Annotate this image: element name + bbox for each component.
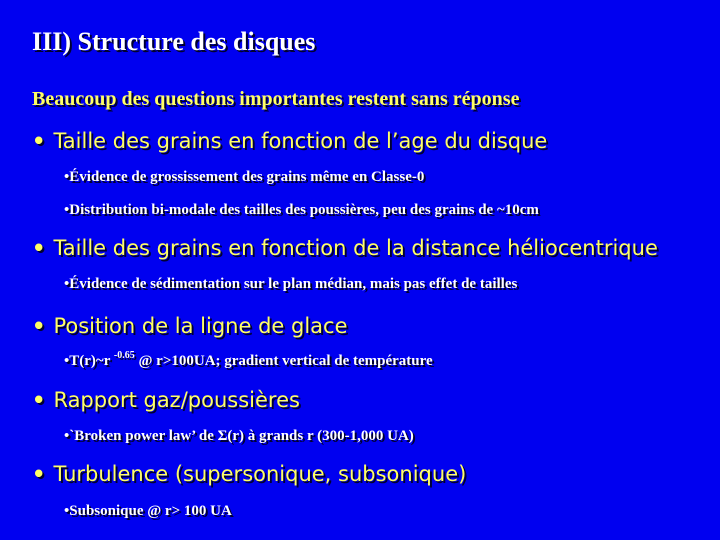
sub-bullet-marker: • <box>64 169 70 185</box>
bullet-heading-text: Position de la ligne de glace <box>53 314 348 338</box>
bullet-marker: • <box>32 388 46 412</box>
bullet-marker: • <box>32 314 46 338</box>
sub-bullet-sedimentation <box>64 276 517 293</box>
sub-bullet-text: `Broken power law’ de Σ(r) à grands r (300-1,000 UA) <box>69 428 414 444</box>
sub-bullet-bimodal-distribution <box>64 202 539 219</box>
temperature-exponent: -0.65 <box>113 350 135 361</box>
bullet-heading-gas-dust-ratio <box>32 388 300 412</box>
temperature-suffix: @ r>100UA; gradient vertical de température <box>134 353 433 369</box>
sub-bullet-text: Évidence de sédimentation sur le plan médian, mais pas effet de tailles <box>69 276 518 292</box>
sub-bullet-text: Distribution bi-modale des tailles des poussières, peu des grains de ~10cm <box>69 202 539 218</box>
bullet-heading-text: Taille des grains en fonction de la distance héliocentrique <box>53 236 658 260</box>
sub-bullet-broken-power-law <box>64 428 414 445</box>
bullet-heading-text: Rapport gaz/poussières <box>53 388 300 412</box>
bullet-heading-snow-line <box>32 314 348 338</box>
sub-bullet-subsonic <box>64 503 232 520</box>
bullet-heading-grain-size-age <box>32 129 547 153</box>
sub-bullet-marker: • <box>64 353 70 369</box>
sub-bullet-marker: • <box>64 276 70 292</box>
bullet-marker: • <box>32 129 46 153</box>
bullet-heading-grain-size-distance <box>32 236 658 260</box>
bullet-heading-text: Turbulence (supersonique, subsonique) <box>53 462 467 486</box>
bullet-heading-turbulence <box>32 462 466 486</box>
slide-subtitle: Beaucoup des questions importantes restent sans réponse <box>32 88 520 110</box>
sub-bullet-marker: • <box>64 202 70 218</box>
sub-bullet-text: Subsonique @ r> 100 UA <box>69 503 232 519</box>
slide-title: III) Structure des disques <box>32 27 316 56</box>
sub-bullet-text: Évidence de grossissement des grains même en Classe-0 <box>69 169 425 185</box>
sub-bullet-temperature-profile <box>64 350 433 370</box>
bullet-heading-text: Taille des grains en fonction de l’age du disque <box>53 129 548 153</box>
bullet-marker: • <box>32 236 46 260</box>
sub-bullet-grain-growth <box>64 169 424 186</box>
sub-bullet-marker: • <box>64 428 70 444</box>
temperature-prefix: T(r)~r <box>69 353 114 369</box>
sub-bullet-marker: • <box>64 503 70 519</box>
bullet-marker: • <box>32 462 46 486</box>
